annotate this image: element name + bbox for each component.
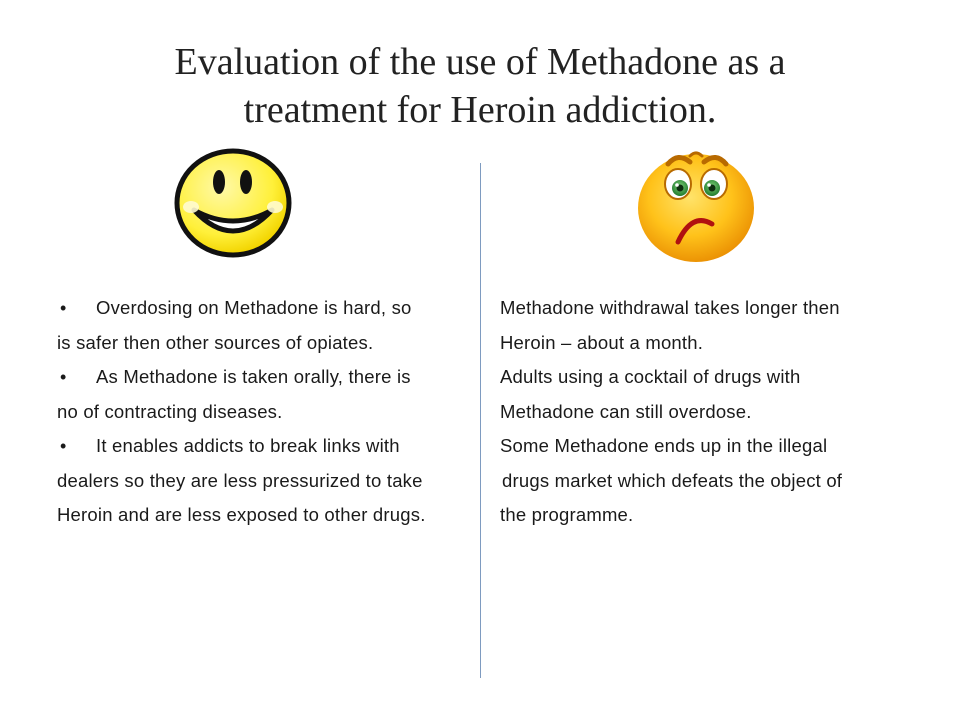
bullet-icon: •: [60, 367, 67, 387]
disadvantage-line: the programme.: [500, 504, 634, 525]
advantage-line: is safer then other sources of opiates.: [57, 332, 374, 353]
sad-worried-face-icon: [630, 142, 762, 266]
disadvantage-line: Methadone withdrawal takes longer then: [500, 297, 840, 318]
bullet-icon: •: [60, 298, 67, 318]
disadvantage-line: Adults using a cocktail of drugs with: [500, 366, 801, 387]
disadvantage-line: Heroin – about a month.: [500, 332, 704, 353]
slide-title: [0, 38, 960, 134]
column-divider: [480, 163, 481, 678]
advantage-line: Overdosing on Methadone is hard, so: [96, 297, 412, 318]
advantage-line: As Methadone is taken orally, there is: [96, 366, 411, 387]
happy-smiley-face-icon: [172, 146, 294, 260]
advantage-line: Heroin and are less exposed to other drugs.: [57, 504, 426, 525]
title-line-1: Evaluation of the use of Methadone as a: [174, 41, 786, 83]
disadvantage-line: drugs market which defeats the object of: [502, 470, 843, 491]
advantage-line: no of contracting diseases.: [57, 401, 283, 422]
disadvantage-line: Some Methadone ends up in the illegal: [500, 435, 828, 456]
bullet-icon: •: [60, 436, 67, 456]
advantage-line: dealers so they are less pressurized to take: [57, 470, 423, 491]
title-line-2: treatment for Heroin addiction.: [243, 89, 717, 131]
disadvantage-line: Methadone can still overdose.: [500, 401, 752, 422]
advantage-line: It enables addicts to break links with: [96, 435, 400, 456]
